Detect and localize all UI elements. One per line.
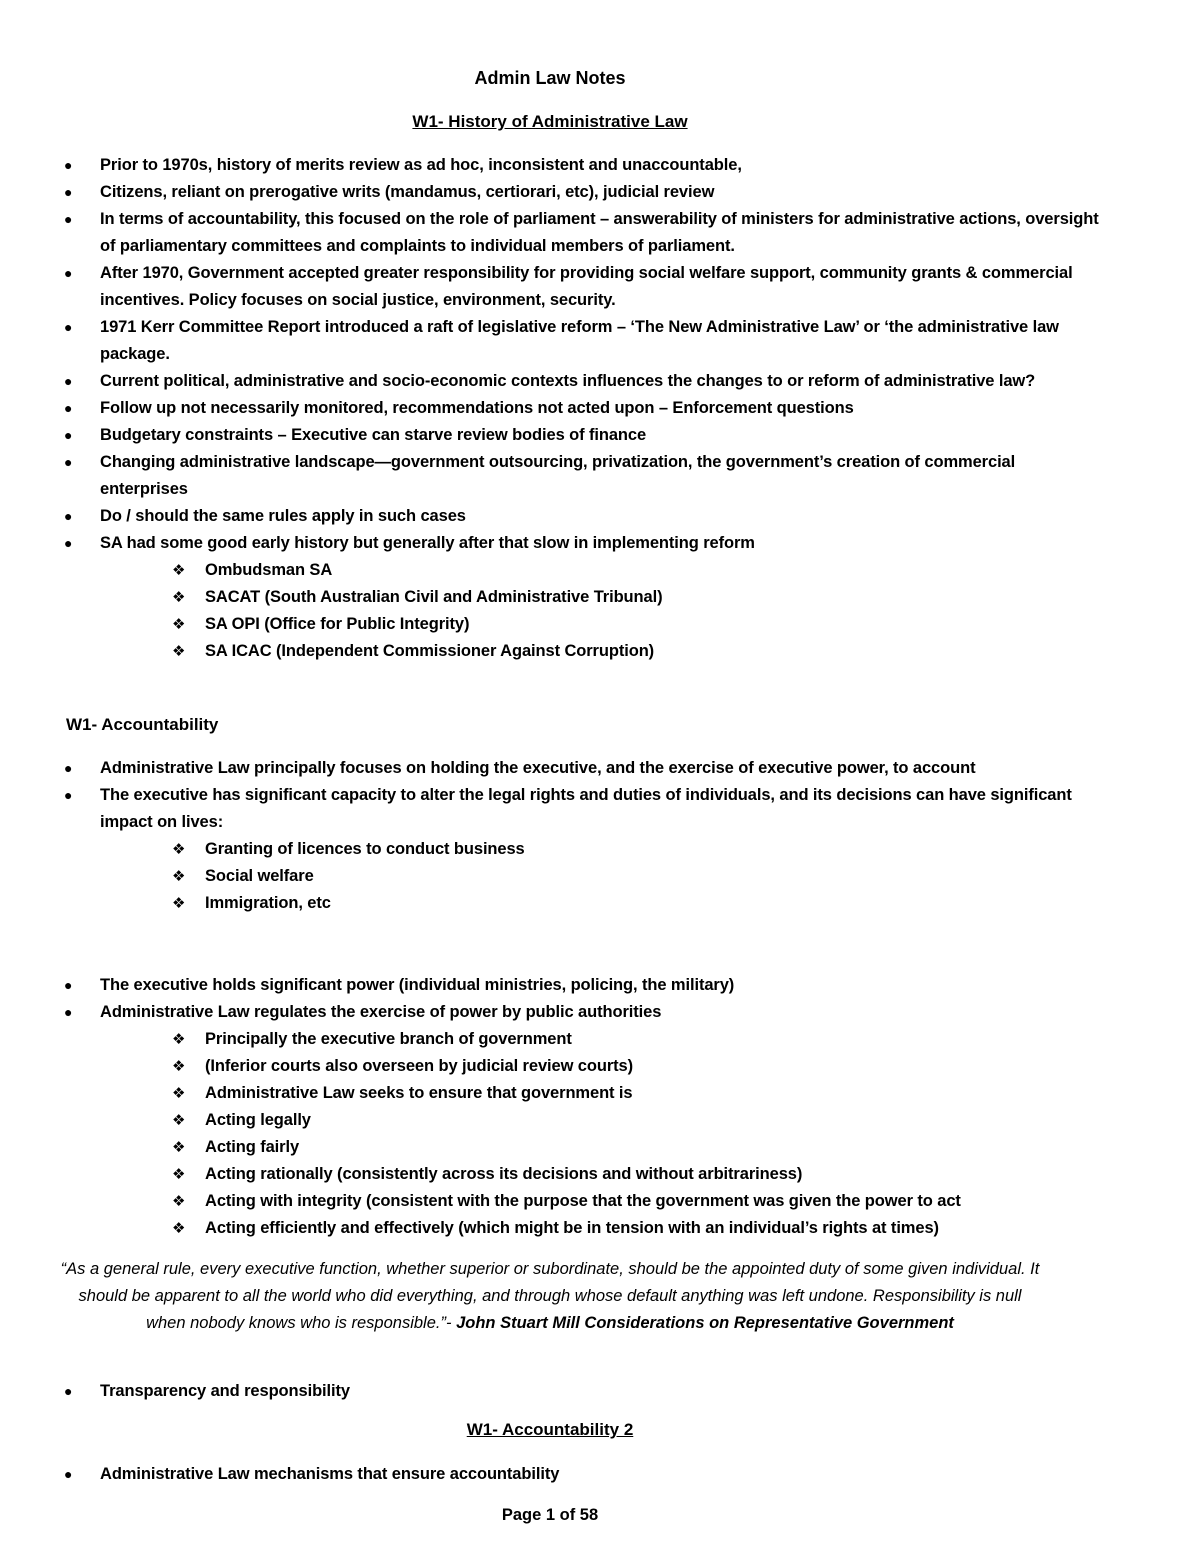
list-item: ● 1971 Kerr Committee Report introduced a raft of legislative reform – ‘The New Administrative Law’ or ‘the administrative law package. bbox=[0, 314, 1100, 368]
section-heading-accountability-2: W1- Accountability 2 bbox=[466, 1420, 634, 1439]
diamond-bullet-icon: ❖ bbox=[172, 895, 186, 912]
page-number: Page 1 of 58 bbox=[501, 1506, 599, 1524]
list-item: ● After 1970, Government accepted greater responsibility for providing social welfare support, community grants & commercial incentives. Policy focuses on social justice, environment, security. bbox=[0, 260, 1100, 314]
sub-list-item: ❖ SACAT (South Australian Civil and Administrative Tribunal) bbox=[0, 584, 1100, 611]
diamond-bullet-icon: ❖ bbox=[172, 1112, 186, 1129]
list-item: ● Transparency and responsibility bbox=[0, 1378, 1100, 1405]
list-item: ● Changing administrative landscape—government outsourcing, privatization, the government’s creation of commercial enterprises bbox=[0, 449, 1100, 503]
sub-list-item: ❖ Acting with integrity (consistent with the purpose that the government was given the power to act bbox=[0, 1188, 1100, 1215]
accountability-2-bullet-list bbox=[0, 1461, 1100, 1488]
accountability-bullet-list-c bbox=[0, 1378, 1100, 1405]
list-item: ● Budgetary constraints – Executive can starve review bodies of finance bbox=[0, 422, 1100, 449]
sub-list-item: ❖ Social welfare bbox=[0, 863, 1100, 890]
accountability-bullet-list-a bbox=[0, 755, 1100, 917]
bullet-icon: ● bbox=[64, 454, 73, 470]
sub-list-item: ❖ SA OPI (Office for Public Integrity) bbox=[0, 611, 1100, 638]
bullet-icon: ● bbox=[64, 400, 73, 416]
sub-list-item: ❖ (Inferior courts also overseen by judicial review courts) bbox=[0, 1053, 1100, 1080]
section-heading-accountability: W1- Accountability bbox=[66, 715, 219, 734]
diamond-bullet-icon: ❖ bbox=[172, 1220, 186, 1237]
diamond-bullet-icon: ❖ bbox=[172, 1031, 186, 1048]
list-item: ● SA had some good early history but generally after that slow in implementing reform bbox=[0, 530, 1100, 557]
bullet-icon: ● bbox=[64, 373, 73, 389]
mill-quote bbox=[60, 1256, 1040, 1337]
list-item: ● Do / should the same rules apply in such cases bbox=[0, 503, 1100, 530]
list-item: ● Prior to 1970s, history of merits review as ad hoc, inconsistent and unaccountable, bbox=[0, 152, 1100, 179]
bullet-icon: ● bbox=[64, 508, 73, 524]
diamond-bullet-icon: ❖ bbox=[172, 1193, 186, 1210]
diamond-bullet-icon: ❖ bbox=[172, 643, 186, 660]
list-item: ● Current political, administrative and socio-economic contexts influences the changes to or reform of administrative law? bbox=[0, 368, 1100, 395]
list-item: ● In terms of accountability, this focused on the role of parliament – answerability of ministers for administrative actions, oversight of parliamentary committees and complaints to individual members of parliament. bbox=[0, 206, 1100, 260]
list-item: ● Administrative Law principally focuses on holding the executive, and the exercise of executive power, to account bbox=[0, 755, 1100, 782]
bullet-icon: ● bbox=[64, 265, 73, 281]
bullet-icon: ● bbox=[64, 760, 73, 776]
diamond-bullet-icon: ❖ bbox=[172, 1166, 186, 1183]
bullet-icon: ● bbox=[64, 184, 73, 200]
list-item: ● Administrative Law regulates the exercise of power by public authorities bbox=[0, 999, 1100, 1026]
section-heading-history: W1- History of Administrative Law bbox=[412, 112, 688, 131]
history-bullet-list bbox=[0, 152, 1100, 665]
list-item: ● Administrative Law mechanisms that ensure accountability bbox=[0, 1461, 1100, 1488]
sub-list-item: ❖ Acting rationally (consistently across its decisions and without arbitrariness) bbox=[0, 1161, 1100, 1188]
diamond-bullet-icon: ❖ bbox=[172, 562, 186, 579]
sub-list-item: ❖ Acting legally bbox=[0, 1107, 1100, 1134]
diamond-bullet-icon: ❖ bbox=[172, 1139, 186, 1156]
bullet-icon: ● bbox=[64, 977, 73, 993]
bullet-icon: ● bbox=[64, 535, 73, 551]
diamond-bullet-icon: ❖ bbox=[172, 1058, 186, 1075]
sub-list-item: ❖ Acting fairly bbox=[0, 1134, 1100, 1161]
sub-list-item: ❖ Immigration, etc bbox=[0, 890, 1100, 917]
list-item: ● Citizens, reliant on prerogative writs (mandamus, certiorari, etc), judicial review bbox=[0, 179, 1100, 206]
bullet-icon: ● bbox=[64, 787, 73, 803]
sub-list-item: ❖ SA ICAC (Independent Commissioner Against Corruption) bbox=[0, 638, 1100, 665]
sub-list-item: ❖ Administrative Law seeks to ensure that government is bbox=[0, 1080, 1100, 1107]
sub-list-item: ❖ Principally the executive branch of government bbox=[0, 1026, 1100, 1053]
diamond-bullet-icon: ❖ bbox=[172, 1085, 186, 1102]
sub-list-item: ❖ Ombudsman SA bbox=[0, 557, 1100, 584]
diamond-bullet-icon: ❖ bbox=[172, 589, 186, 606]
bullet-icon: ● bbox=[64, 1383, 73, 1399]
bullet-icon: ● bbox=[64, 1004, 73, 1020]
list-item: ● The executive holds significant power (individual ministries, policing, the military) bbox=[0, 972, 1100, 999]
quote-author: John Stuart Mill Considerations on Representative Government bbox=[456, 1314, 954, 1332]
document-title: Admin Law Notes bbox=[474, 68, 626, 88]
list-item: ● Follow up not necessarily monitored, recommendations not acted upon – Enforcement questions bbox=[0, 395, 1100, 422]
diamond-bullet-icon: ❖ bbox=[172, 616, 186, 633]
sub-list-item: ❖ Acting efficiently and effectively (which might be in tension with an individual’s rights at times) bbox=[0, 1215, 1100, 1242]
sub-list-item: ❖ Granting of licences to conduct business bbox=[0, 836, 1100, 863]
list-item: ● The executive has significant capacity to alter the legal rights and duties of individuals, and its decisions can have significant impact on lives: bbox=[0, 782, 1100, 836]
bullet-icon: ● bbox=[64, 157, 73, 173]
quote-text: “As a general rule, every executive function, whether superior or subordinate, should be the appointed duty of some given individual. It should be apparent to all the world who did everything, and through whose default anything was left undone. Responsibility is null when nobody knows who is responsible.”- bbox=[60, 1260, 1040, 1332]
diamond-bullet-icon: ❖ bbox=[172, 868, 186, 885]
bullet-icon: ● bbox=[64, 427, 73, 443]
diamond-bullet-icon: ❖ bbox=[172, 841, 186, 858]
bullet-icon: ● bbox=[64, 211, 73, 227]
bullet-icon: ● bbox=[64, 319, 73, 335]
accountability-bullet-list-b bbox=[0, 972, 1100, 1242]
bullet-icon: ● bbox=[64, 1466, 73, 1482]
